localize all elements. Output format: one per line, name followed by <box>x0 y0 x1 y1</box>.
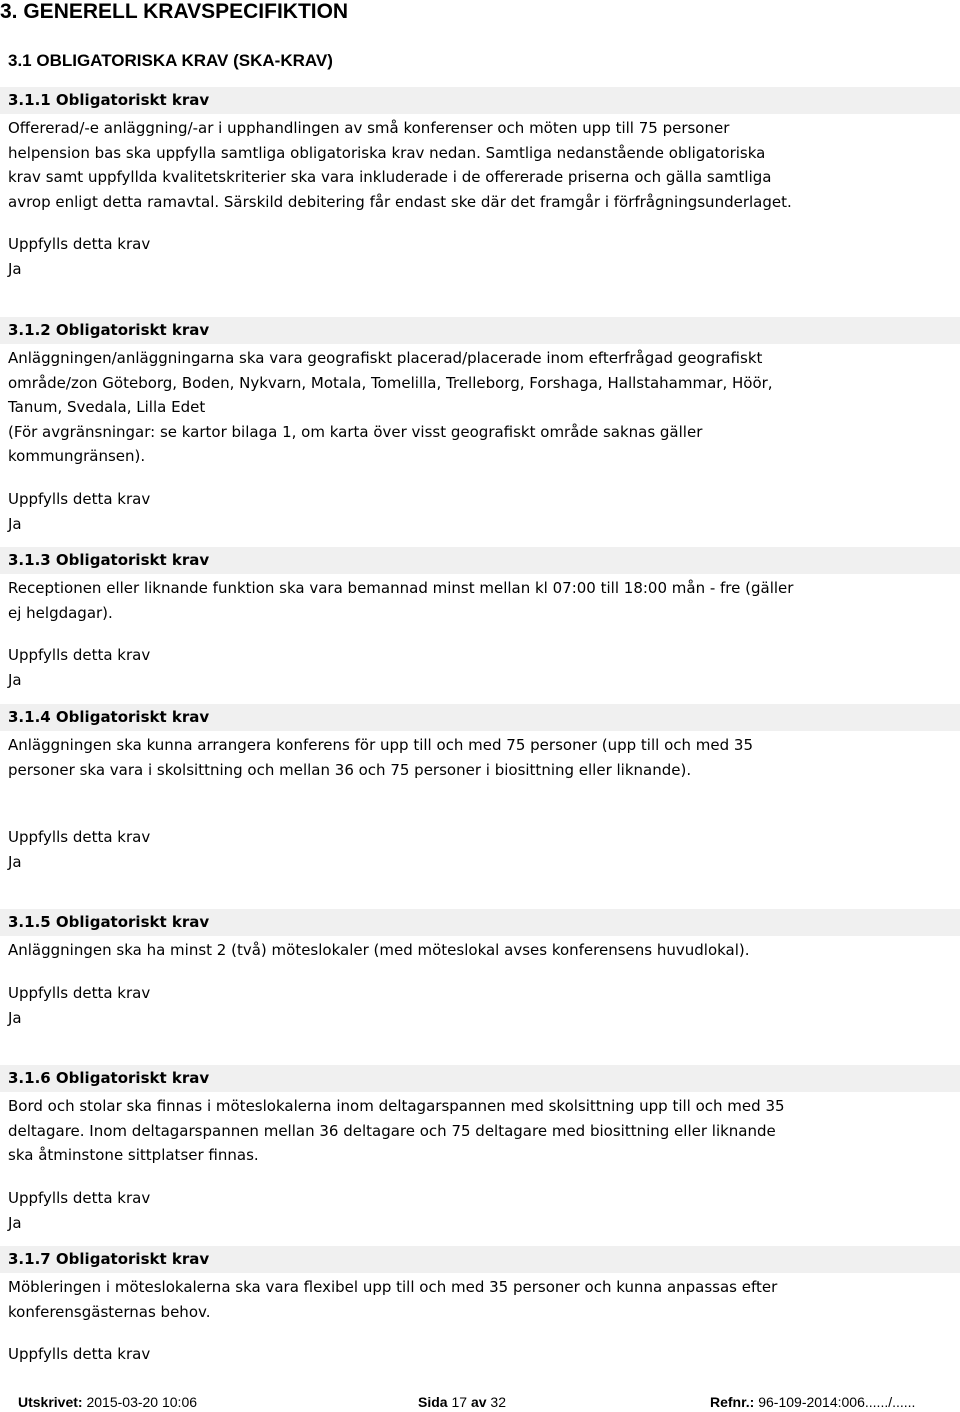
requirement-3-1-5 <box>0 909 960 1031</box>
fulfil-label: Uppfylls detta krav <box>8 828 151 847</box>
fulfil-answer: Ja <box>8 1008 22 1027</box>
requirement-3-1-2 <box>0 317 960 537</box>
fulfil-label: Uppfylls detta krav <box>8 235 151 254</box>
footer-page-total: 32 <box>490 1394 506 1410</box>
requirement-heading: 3.1.4 Obligatoriskt krav <box>0 704 960 731</box>
requirement-paragraph: Anläggningen ska kunna arrangera konferens för upp till och med 75 personer (upp till och med 35 personer ska vara i skolsittning och mellan 36 och 75 personer i biosittning eller liknande). <box>8 736 753 779</box>
requirement-heading: 3.1.6 Obligatoriskt krav <box>0 1065 960 1092</box>
requirement-text <box>0 114 798 214</box>
section-title: 3. GENERELL KRAVSPECIFIKTION <box>0 0 349 23</box>
fulfil-label: Uppfylls detta krav <box>8 983 151 1002</box>
requirement-paragraph: Offererad/-e anläggning/-ar i upphandlingen av små konferenser och möten upp till 75 personer helpension bas ska uppfylla samtliga obligatoriska krav nedan. Samtliga nedanstående obligatoriska krav samt uppfyllda kvalitetskriterier ska vara inkluderade i de offererade priserna och gälla samtliga avrop enligt detta ramavtal. Särskild debitering får endast ske där det framgår i förfrågningsunderlaget. <box>8 119 792 211</box>
fulfil-answer: Ja <box>8 853 22 872</box>
requirement-text <box>0 344 798 469</box>
requirement-text <box>0 1092 798 1168</box>
fulfil-answer: Ja <box>8 260 22 279</box>
requirement-heading: 3.1.1 Obligatoriskt krav <box>0 87 960 114</box>
requirement-paragraph: Receptionen eller liknande funktion ska vara bemannad minst mellan kl 07:00 till 18:00 mån - fre (gäller ej helgdagar). <box>8 579 794 622</box>
requirement-3-1-6 <box>0 1065 960 1236</box>
fulfil-label: Uppfylls detta krav <box>8 489 151 508</box>
requirement-3-1-4 <box>0 704 960 875</box>
footer-page-label: Sida <box>418 1394 448 1410</box>
fulfil-label: Uppfylls detta krav <box>8 646 151 665</box>
fulfil-label: Uppfylls detta krav <box>8 1345 151 1364</box>
footer-ref <box>710 1392 915 1412</box>
fulfil-label: Uppfylls detta krav <box>8 1188 151 1207</box>
footer-page-number: 17 <box>451 1394 468 1410</box>
requirement-paragraph: Anläggningen/anläggningarna ska vara geografiskt placerad/placerade inom efterfrågad geografiskt område/zon Göteborg, Boden, Nykvarn, Motala, Tomelilla, Trelleborg, Forshaga, Hallstahammar, Höör, Tanum, Svedala, Lilla Edet <box>8 349 773 417</box>
footer-printed-label: Utskrivet: <box>18 1394 83 1410</box>
requirement-heading: 3.1.2 Obligatoriskt krav <box>0 317 960 344</box>
requirement-heading: 3.1.3 Obligatoriskt krav <box>0 547 960 574</box>
footer-page <box>418 1392 506 1412</box>
subsection-title: 3.1 OBLIGATORISKA KRAV (SKA-KRAV) <box>8 51 333 70</box>
fulfil-answer: Ja <box>8 1213 22 1232</box>
requirement-3-1-3 <box>0 547 960 693</box>
footer-ref-value: 96-109-2014:006....../...... <box>758 1394 916 1410</box>
footer-printed <box>18 1392 197 1412</box>
requirement-3-1-7 <box>0 1246 960 1367</box>
requirement-heading: 3.1.7 Obligatoriskt krav <box>0 1246 960 1273</box>
requirement-paragraph: Möbleringen i möteslokalerna ska vara flexibel upp till och med 35 personer och kunna anpassas efter konferensgästernas behov. <box>8 1278 778 1321</box>
requirement-3-1-1 <box>0 87 960 282</box>
requirement-paragraph: Bord och stolar ska finnas i möteslokalerna inom deltagarspannen med skolsittning upp till och med 35 deltagare. Inom deltagarspannen mellan 36 deltagare och 75 deltagare med biosittning eller liknande ska åtminstone sittplatser finnas. <box>8 1097 785 1165</box>
requirement-text <box>0 936 798 963</box>
fulfil-answer: Ja <box>8 514 22 533</box>
requirement-heading: 3.1.5 Obligatoriskt krav <box>0 909 960 936</box>
footer-ref-label: Refnr.: <box>710 1394 755 1410</box>
requirement-text <box>0 574 798 625</box>
requirement-text <box>0 1273 798 1324</box>
footer-printed-value: 2015-03-20 10:06 <box>86 1394 198 1410</box>
requirement-paragraph-note: (För avgränsningar: se kartor bilaga 1, om karta över visst geografiskt område saknas gäller kommungränsen). <box>8 422 703 466</box>
requirement-text <box>0 731 798 782</box>
page-footer <box>0 1392 960 1412</box>
requirement-paragraph: Anläggningen ska ha minst 2 (två) möteslokaler (med möteslokal avses konferensens huvudlokal). <box>8 941 750 959</box>
fulfil-answer: Ja <box>8 671 22 690</box>
footer-page-of: av <box>470 1394 487 1410</box>
